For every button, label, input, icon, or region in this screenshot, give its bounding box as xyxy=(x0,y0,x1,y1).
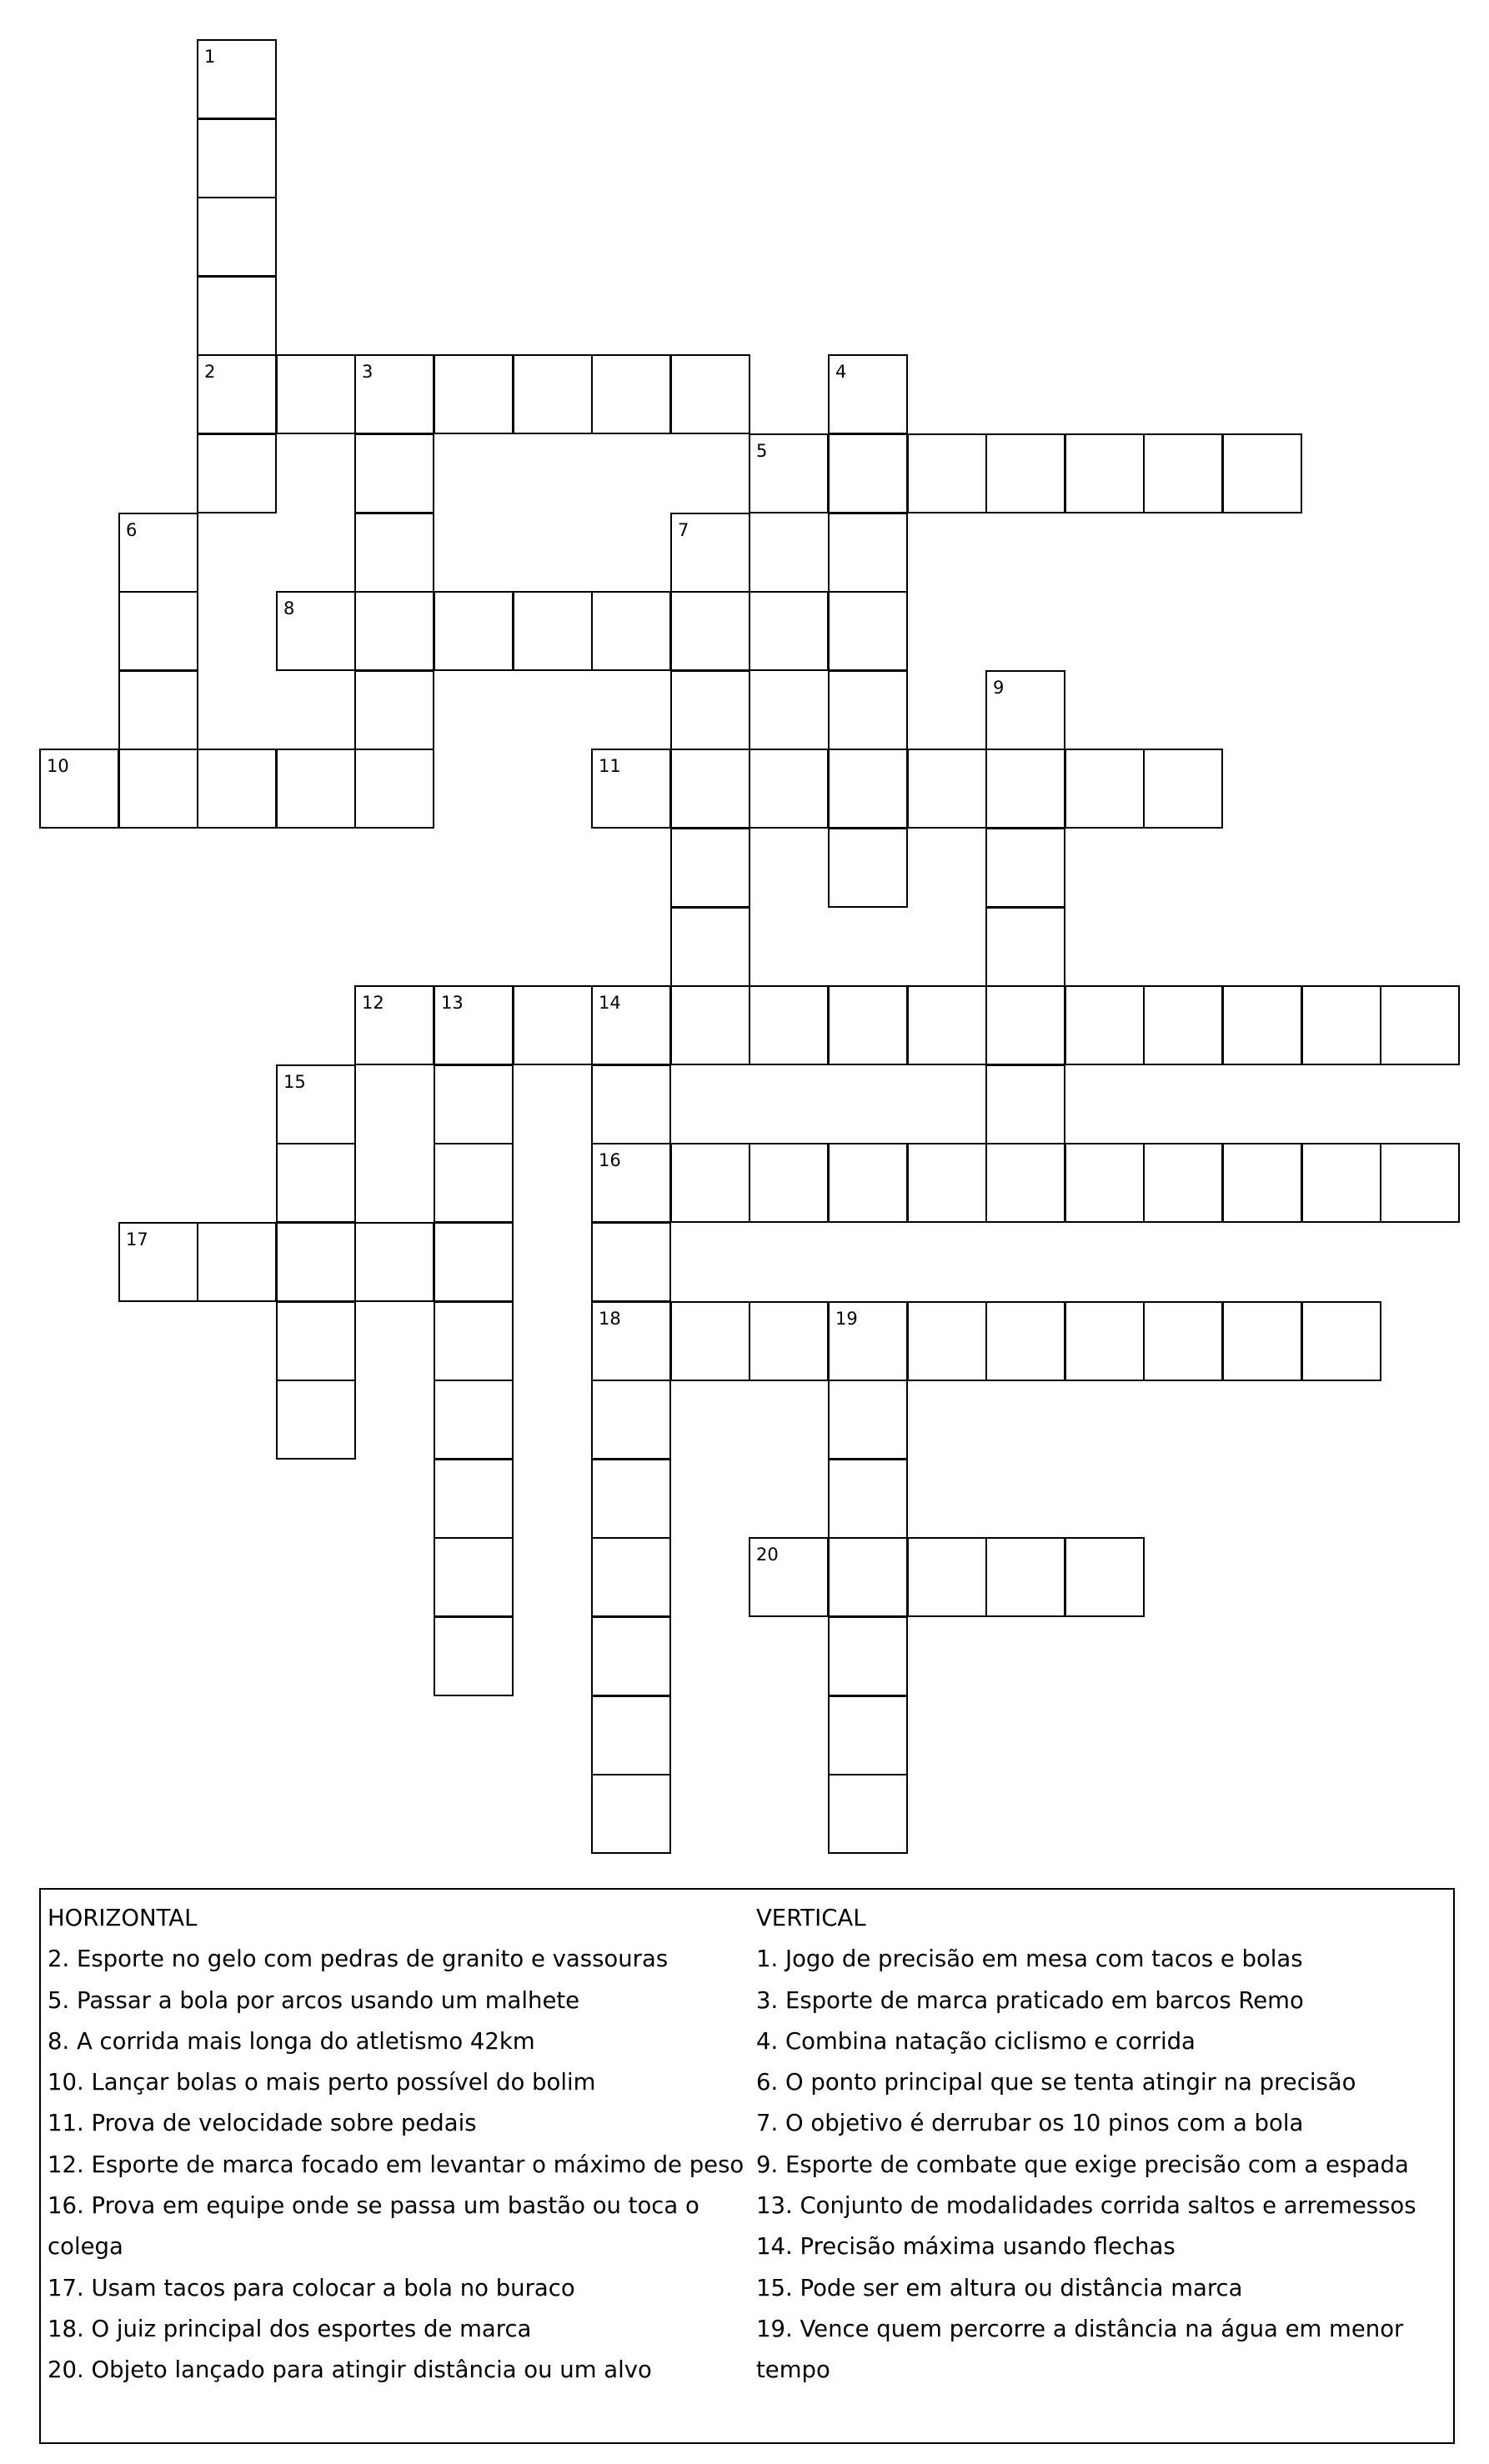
grid-cell[interactable] xyxy=(276,1064,356,1144)
grid-cell[interactable] xyxy=(985,1064,1065,1144)
grid-cell[interactable] xyxy=(354,591,434,671)
cell-number: 16 xyxy=(599,1150,621,1170)
grid-cell[interactable] xyxy=(985,907,1065,987)
grid-cell[interactable] xyxy=(197,1222,277,1302)
grid-cell[interactable] xyxy=(591,1537,671,1617)
grid-cell[interactable] xyxy=(434,591,514,671)
grid-cell[interactable] xyxy=(434,1380,514,1460)
grid-cell[interactable] xyxy=(1301,1301,1381,1381)
clue-vertical-6: 6. O ponto principal que se tenta atingir na precisão xyxy=(756,2069,1356,2096)
grid-cell[interactable] xyxy=(1222,1301,1302,1381)
grid-cell[interactable] xyxy=(1065,985,1145,1065)
grid-cell[interactable] xyxy=(354,1222,434,1302)
grid-cell[interactable] xyxy=(513,985,593,1065)
clue-horizontal-11: 11. Prova de velocidade sobre pedais xyxy=(48,2110,477,2137)
grid-cell[interactable] xyxy=(1301,1143,1381,1223)
grid-cell[interactable] xyxy=(1065,1301,1145,1381)
grid-cell[interactable] xyxy=(670,670,750,750)
grid-cell[interactable] xyxy=(749,1301,829,1381)
grid-cell[interactable] xyxy=(591,1143,671,1223)
grid-cell[interactable] xyxy=(749,1537,829,1617)
grid-cell[interactable] xyxy=(197,354,277,434)
cell-number: 10 xyxy=(47,756,69,776)
cell-number: 4 xyxy=(835,362,847,382)
grid-cell[interactable] xyxy=(828,591,908,671)
grid-cell[interactable] xyxy=(907,1301,987,1381)
grid-cell[interactable] xyxy=(354,749,434,829)
grid-cell[interactable] xyxy=(118,670,198,750)
grid-cell[interactable] xyxy=(1380,1143,1460,1223)
cell-number: 18 xyxy=(599,1309,621,1329)
grid-cell[interactable] xyxy=(985,828,1065,908)
grid-cell[interactable] xyxy=(670,985,750,1065)
grid-cell[interactable] xyxy=(985,1537,1065,1617)
clue-vertical-3: 3. Esporte de marca praticado em barcos Remo xyxy=(756,1986,1304,2014)
grid-cell[interactable] xyxy=(434,354,514,434)
grid-cell[interactable] xyxy=(434,1301,514,1381)
cell-number: 13 xyxy=(441,993,464,1013)
cell-number: 1 xyxy=(204,47,216,67)
grid-cell[interactable] xyxy=(276,1143,356,1223)
grid-cell[interactable] xyxy=(591,1380,671,1460)
clue-horizontal-8: 8. A corrida mais longa do atletismo 42km xyxy=(48,2027,535,2055)
clue-vertical-9: 9. Esporte de combate que exige precisão com a espada xyxy=(756,2151,1409,2178)
grid-cell[interactable] xyxy=(39,749,119,829)
cell-number: 3 xyxy=(362,362,374,382)
grid-cell[interactable] xyxy=(907,1143,987,1223)
grid-cell[interactable] xyxy=(354,513,434,593)
grid-cell[interactable] xyxy=(1380,985,1460,1065)
grid-cell[interactable] xyxy=(513,354,593,434)
grid-cell[interactable] xyxy=(591,1064,671,1144)
grid-cell[interactable] xyxy=(513,591,593,671)
grid-cell[interactable] xyxy=(907,1537,987,1617)
grid-cell[interactable] xyxy=(276,749,356,829)
grid-cell[interactable] xyxy=(907,749,987,829)
grid-cell[interactable] xyxy=(1222,1143,1302,1223)
clues-panel xyxy=(39,1888,1455,2444)
grid-cell[interactable] xyxy=(276,354,356,434)
vertical-title: VERTICAL xyxy=(756,1905,866,1931)
grid-cell[interactable] xyxy=(354,985,434,1065)
cell-number: 14 xyxy=(599,993,621,1013)
grid-cell[interactable] xyxy=(434,1064,514,1144)
cell-number: 7 xyxy=(678,520,689,540)
grid-cell[interactable] xyxy=(591,591,671,671)
clue-vertical-14: 14. Precisão máxima usando flechas xyxy=(756,2233,1176,2261)
grid-cell[interactable] xyxy=(985,749,1065,829)
grid-cell[interactable] xyxy=(828,749,908,829)
grid-cell[interactable] xyxy=(985,985,1065,1065)
grid-cell[interactable] xyxy=(828,1380,908,1460)
grid-cell[interactable] xyxy=(749,591,829,671)
clue-horizontal-20: 20. Objeto lançado para atingir distância ou um alvo xyxy=(48,2356,652,2384)
grid-cell[interactable] xyxy=(1143,1301,1223,1381)
clue-vertical-19: 19. Vence quem percorre a distância na água em menor tempo xyxy=(756,2315,1404,2384)
grid-cell[interactable] xyxy=(1143,433,1223,513)
grid-cell[interactable] xyxy=(828,1537,908,1617)
cell-number: 20 xyxy=(756,1545,779,1565)
grid-cell[interactable] xyxy=(434,1459,514,1539)
grid-cell[interactable] xyxy=(591,1459,671,1539)
clue-horizontal-2: 2. Esporte no gelo com pedras de granito e vassouras xyxy=(48,1946,669,1973)
grid-cell[interactable] xyxy=(828,1695,908,1775)
grid-cell[interactable] xyxy=(591,1695,671,1775)
grid-cell[interactable] xyxy=(985,433,1065,513)
cell-number: 12 xyxy=(362,993,384,1013)
grid-cell[interactable] xyxy=(828,354,908,434)
clue-horizontal-10: 10. Lançar bolas o mais perto possível do bolim xyxy=(48,2069,596,2096)
clue-horizontal-16: 16. Prova em equipe onde se passa um bastão ou toca o colega xyxy=(48,2192,699,2261)
grid-cell[interactable] xyxy=(591,749,671,829)
grid-cell[interactable] xyxy=(1143,985,1223,1065)
grid-cell[interactable] xyxy=(749,749,829,829)
grid-cell[interactable] xyxy=(907,433,987,513)
grid-cell[interactable] xyxy=(354,354,434,434)
vertical-clues xyxy=(756,1898,1423,2391)
grid-cell[interactable] xyxy=(118,513,198,593)
grid-cell[interactable] xyxy=(828,513,908,593)
clue-horizontal-17: 17. Usam tacos para colocar a bola no buraco xyxy=(48,2274,575,2301)
grid-cell[interactable] xyxy=(591,1222,671,1302)
grid-cell[interactable] xyxy=(828,1143,908,1223)
grid-cell[interactable] xyxy=(670,828,750,908)
horizontal-clues xyxy=(48,1898,748,2391)
grid-cell[interactable] xyxy=(1065,1537,1145,1617)
cell-number: 15 xyxy=(283,1072,306,1092)
grid-cell[interactable] xyxy=(197,118,277,198)
grid-cell[interactable] xyxy=(434,985,514,1065)
grid-cell[interactable] xyxy=(828,828,908,908)
grid-cell[interactable] xyxy=(197,197,277,277)
grid-cell[interactable] xyxy=(591,1774,671,1854)
grid-cell[interactable] xyxy=(749,433,829,513)
grid-cell[interactable] xyxy=(670,591,750,671)
grid-cell[interactable] xyxy=(197,39,277,119)
grid-cell[interactable] xyxy=(828,433,908,513)
grid-cell[interactable] xyxy=(434,1537,514,1617)
cell-number: 5 xyxy=(756,441,768,461)
grid-cell[interactable] xyxy=(985,670,1065,750)
grid-cell[interactable] xyxy=(1222,985,1302,1065)
grid-cell[interactable] xyxy=(354,433,434,513)
cell-number: 6 xyxy=(126,520,138,540)
grid-cell[interactable] xyxy=(197,749,277,829)
grid-cell[interactable] xyxy=(1143,749,1223,829)
grid-cell[interactable] xyxy=(1143,1143,1223,1223)
grid-cell[interactable] xyxy=(907,985,987,1065)
clue-horizontal-5: 5. Passar a bola por arcos usando um malhete xyxy=(48,1986,580,2014)
grid-cell[interactable] xyxy=(828,1301,908,1381)
clue-vertical-7: 7. O objetivo é derrubar os 10 pinos com a bola xyxy=(756,2110,1304,2137)
clue-vertical-1: 1. Jogo de precisão em mesa com tacos e bolas xyxy=(756,1946,1303,1973)
grid-cell[interactable] xyxy=(670,1143,750,1223)
grid-cell[interactable] xyxy=(1065,1143,1145,1223)
clue-vertical-13: 13. Conjunto de modalidades corrida saltos e arremessos xyxy=(756,2192,1416,2220)
grid-cell[interactable] xyxy=(828,1616,908,1696)
grid-cell[interactable] xyxy=(118,749,198,829)
clue-vertical-15: 15. Pode ser em altura ou distância marca xyxy=(756,2274,1243,2301)
grid-cell[interactable] xyxy=(276,1380,356,1460)
grid-cell[interactable] xyxy=(591,354,671,434)
grid-cell[interactable] xyxy=(434,1616,514,1696)
grid-cell[interactable] xyxy=(670,354,750,434)
clue-horizontal-12: 12. Esporte de marca focado em levantar o máximo de peso xyxy=(48,2151,744,2178)
grid-cell[interactable] xyxy=(276,591,356,671)
grid-cell[interactable] xyxy=(670,749,750,829)
grid-cell[interactable] xyxy=(828,1774,908,1854)
grid-cell[interactable] xyxy=(434,1222,514,1302)
cell-number: 17 xyxy=(126,1229,148,1250)
horizontal-title: HORIZONTAL xyxy=(48,1905,198,1931)
clue-vertical-4: 4. Combina natação ciclismo e corrida xyxy=(756,2027,1196,2055)
grid-cell[interactable] xyxy=(276,1222,356,1302)
grid-cell[interactable] xyxy=(1065,749,1145,829)
grid-cell[interactable] xyxy=(197,276,277,356)
grid-cell[interactable] xyxy=(985,1143,1065,1223)
grid-cell[interactable] xyxy=(591,1616,671,1696)
grid-cell[interactable] xyxy=(828,1459,908,1539)
grid-cell[interactable] xyxy=(591,1301,671,1381)
grid-cell[interactable] xyxy=(828,985,908,1065)
grid-cell[interactable] xyxy=(197,433,277,513)
cell-number: 8 xyxy=(283,598,295,619)
cell-number: 11 xyxy=(599,756,621,776)
grid-cell[interactable] xyxy=(434,1143,514,1223)
grid-cell[interactable] xyxy=(1301,985,1381,1065)
cell-number: 2 xyxy=(204,362,216,382)
grid-cell[interactable] xyxy=(1065,433,1145,513)
grid-cell[interactable] xyxy=(985,1301,1065,1381)
grid-cell[interactable] xyxy=(1222,433,1302,513)
grid-cell[interactable] xyxy=(276,1301,356,1381)
grid-cell[interactable] xyxy=(670,1301,750,1381)
grid-cell[interactable] xyxy=(749,985,829,1065)
grid-cell[interactable] xyxy=(670,907,750,987)
grid-cell[interactable] xyxy=(828,670,908,750)
grid-cell[interactable] xyxy=(670,513,750,593)
cell-number: 19 xyxy=(835,1309,858,1329)
clue-horizontal-18: 18. O juiz principal dos esportes de marca xyxy=(48,2315,532,2342)
grid-cell[interactable] xyxy=(118,1222,198,1302)
grid-cell[interactable] xyxy=(118,591,198,671)
cell-number: 9 xyxy=(993,678,1005,698)
grid-cell[interactable] xyxy=(749,1143,829,1223)
grid-cell[interactable] xyxy=(354,670,434,750)
grid-cell[interactable] xyxy=(591,985,671,1065)
